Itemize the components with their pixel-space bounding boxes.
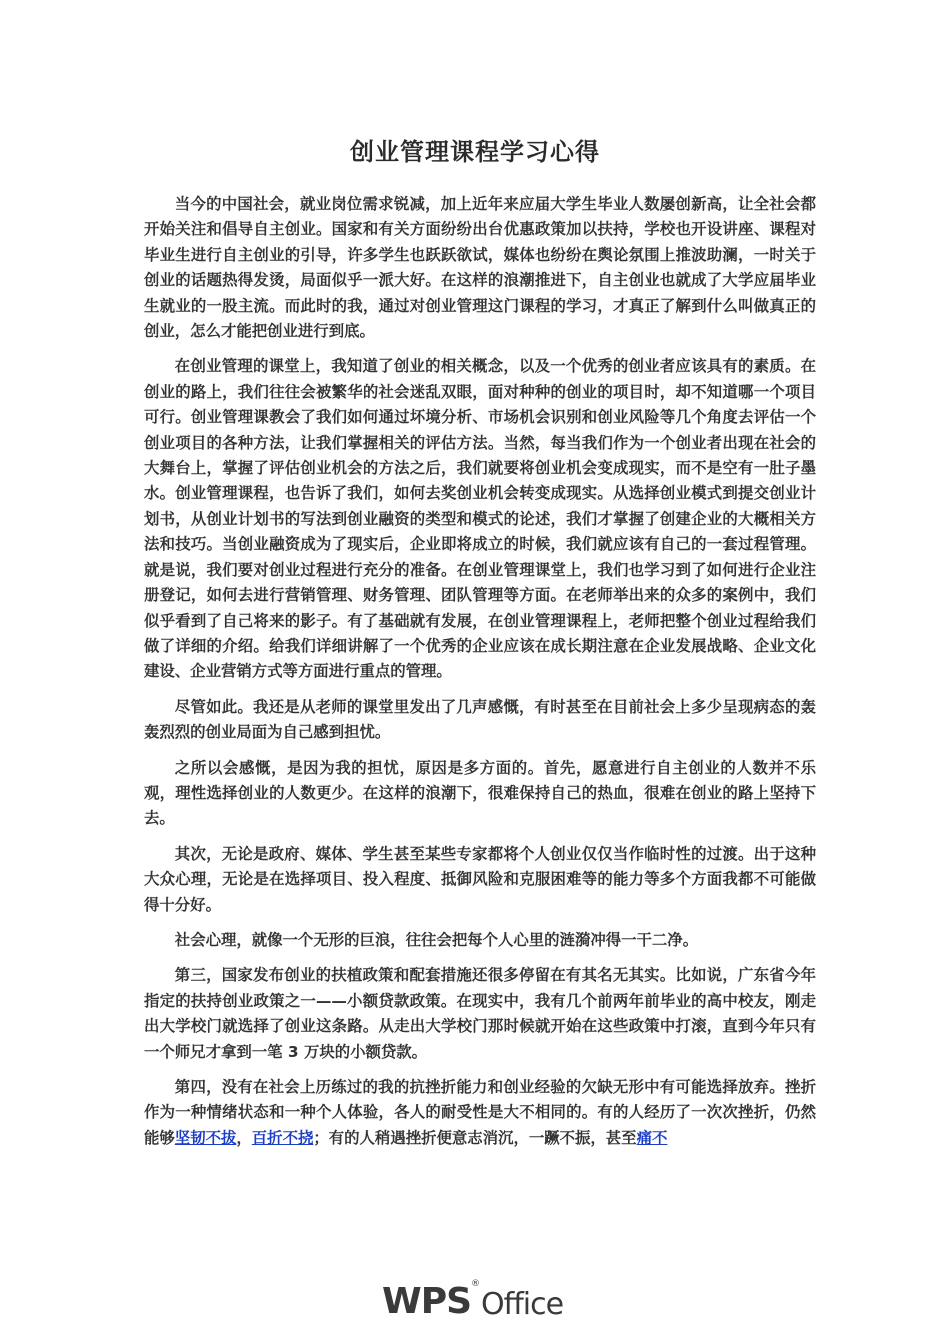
logo-office-text: Office — [481, 1287, 564, 1322]
logo-wps-text: WPS ® — [382, 1279, 480, 1322]
paragraph-3: 尽管如此。我还是从老师的课堂里发出了几声感慨，有时甚至在目前社会上多少呈现病态的轰轰烈烈的创业局面为自己感到担忧。 — [144, 697, 816, 742]
wps-office-logo — [382, 1270, 582, 1320]
registered-mark: ® — [471, 1279, 480, 1289]
document-body — [144, 192, 816, 1151]
paragraph-4: 之所以会感慨，是因为我的担忧，原因是多方面的。首先，愿意进行自主创业的人数并不乐观，理性选择创业的人数更少。在这样的浪潮下，很难保持自己的热血，很难在创业的路上坚持下去。 — [144, 758, 816, 828]
paragraph-6: 社会心理，就像一个无形的巨浪，往往会把每个人心里的涟漪冲得一干二净。 — [174, 930, 699, 949]
paragraph-2: 在创业管理的课堂上，我知道了创业的相关概念，以及一个优秀的创业者应该具有的素质。在创业的路上，我们往往会被繁华的社会迷乱双眼，面对种种的创业的项目时，却不知道哪一个项目可行。创业管理课教会了我们如何通过坏境分析、市场机会识别和创业风险等几个角度去评估一个创业项目的各种方法，让我们掌握相关的评估方法。当然，每当我们作为一个创业者出现在社会的大舞台上，掌握了评估创业机会的方法之后，我们就要将创业机会变成现实，而不是空有一肚子墨水。创业管理课程，也告诉了我们，如何去奖创业机会转变成现实。从选择创业模式到提交创业计划书，从创业计划书的写法到创业融资的类型和模式的论述，我们才掌握了创建企业的大概相关方法和技巧。当创业融资成为了现实后，企业即将成立的时候，我们就应该有自己的一套过程管理。就是说，我们要对创业过程进行充分的准备。在创业管理课堂上，我们也学习到了如何进行企业注册登记，如何去进行营销管理、财务管理、团队管理等方面。在老师举出来的众多的案例中，我们似乎看到了自己将来的影子。有了基础就有发展，在创业管理课程上，老师把整个创业过程给我们做了详细的介绍。给我们详细讲解了一个优秀的企业应该在成长期注意在企业发展战略、企业文化建设、企业营销方式等方面进行重点的管理。 — [144, 357, 816, 681]
paragraph-8-text: 第四，没有在社会上历练过的我的抗挫折能力和创业经验的欠缺无形中有可能选择放弃。挫折作为一种情绪状态和一种个人体验，各人的耐受性是大不相同的。有的人经历了一次次挫折，仍然能够 — [144, 1078, 816, 1147]
paragraph-7: 第三，国家发布创业的扶植政策和配套措施还很多停留在有其名无其实。比如说，广东省今年指定的扶持创业政策之一——小额贷款政策。在现实中，我有几个前两年前毕业的高中校友，刚走出大学校门就选择了创业这条路。从走出大学校门那时候就开始在这些政策中打滚，直到今年只有一个师兄才拿到一笔 3 万块的小额贷款。 — [144, 966, 816, 1061]
paragraph-8-text-2: ；有的人稍遇挫折便意志消沉，一蹶不振，甚至 — [313, 1128, 637, 1147]
paragraph-8-separator: ， — [236, 1128, 252, 1147]
document-title: 创业管理课程学习心得 — [350, 138, 600, 166]
link-baizhebunao[interactable]: 百折不挠 — [251, 1128, 314, 1147]
paragraph-5: 其次，无论是政府、媒体、学生甚至某些专家都将个人创业仅仅当作临时性的过渡。出于这种大众心理，无论是在选择项目、投入程度、抵御风险和克服困难等的能力等多个方面我都不可能做得十分好。 — [144, 844, 816, 914]
link-tongbu[interactable]: 痛不 — [636, 1128, 668, 1147]
link-jianrenbuba[interactable]: 坚韧不拔 — [174, 1128, 237, 1147]
paragraph-8 — [144, 1075, 816, 1151]
paragraph-1: 当今的中国社会，就业岗位需求锐减，加上近年来应届大学生毕业人数屡创新高，让全社会都开始关注和倡导自主创业。国家和有关方面纷纷出台优惠政策加以扶持，学校也开设讲座、课程对毕业生进行自主创业的引导，许多学生也跃跃欲试，媒体也纷纷在舆论氛围上推波助澜，一时关于创业的话题热得发烫，局面似乎一派大好。在这样的浪潮推进下，自主创业也就成了大学应届毕业生就业的一股主流。而此时的我，通过对创业管理这门课程的学习，才真正了解到什么叫做真正的创业，怎么才能把创业进行到底。 — [144, 195, 816, 341]
